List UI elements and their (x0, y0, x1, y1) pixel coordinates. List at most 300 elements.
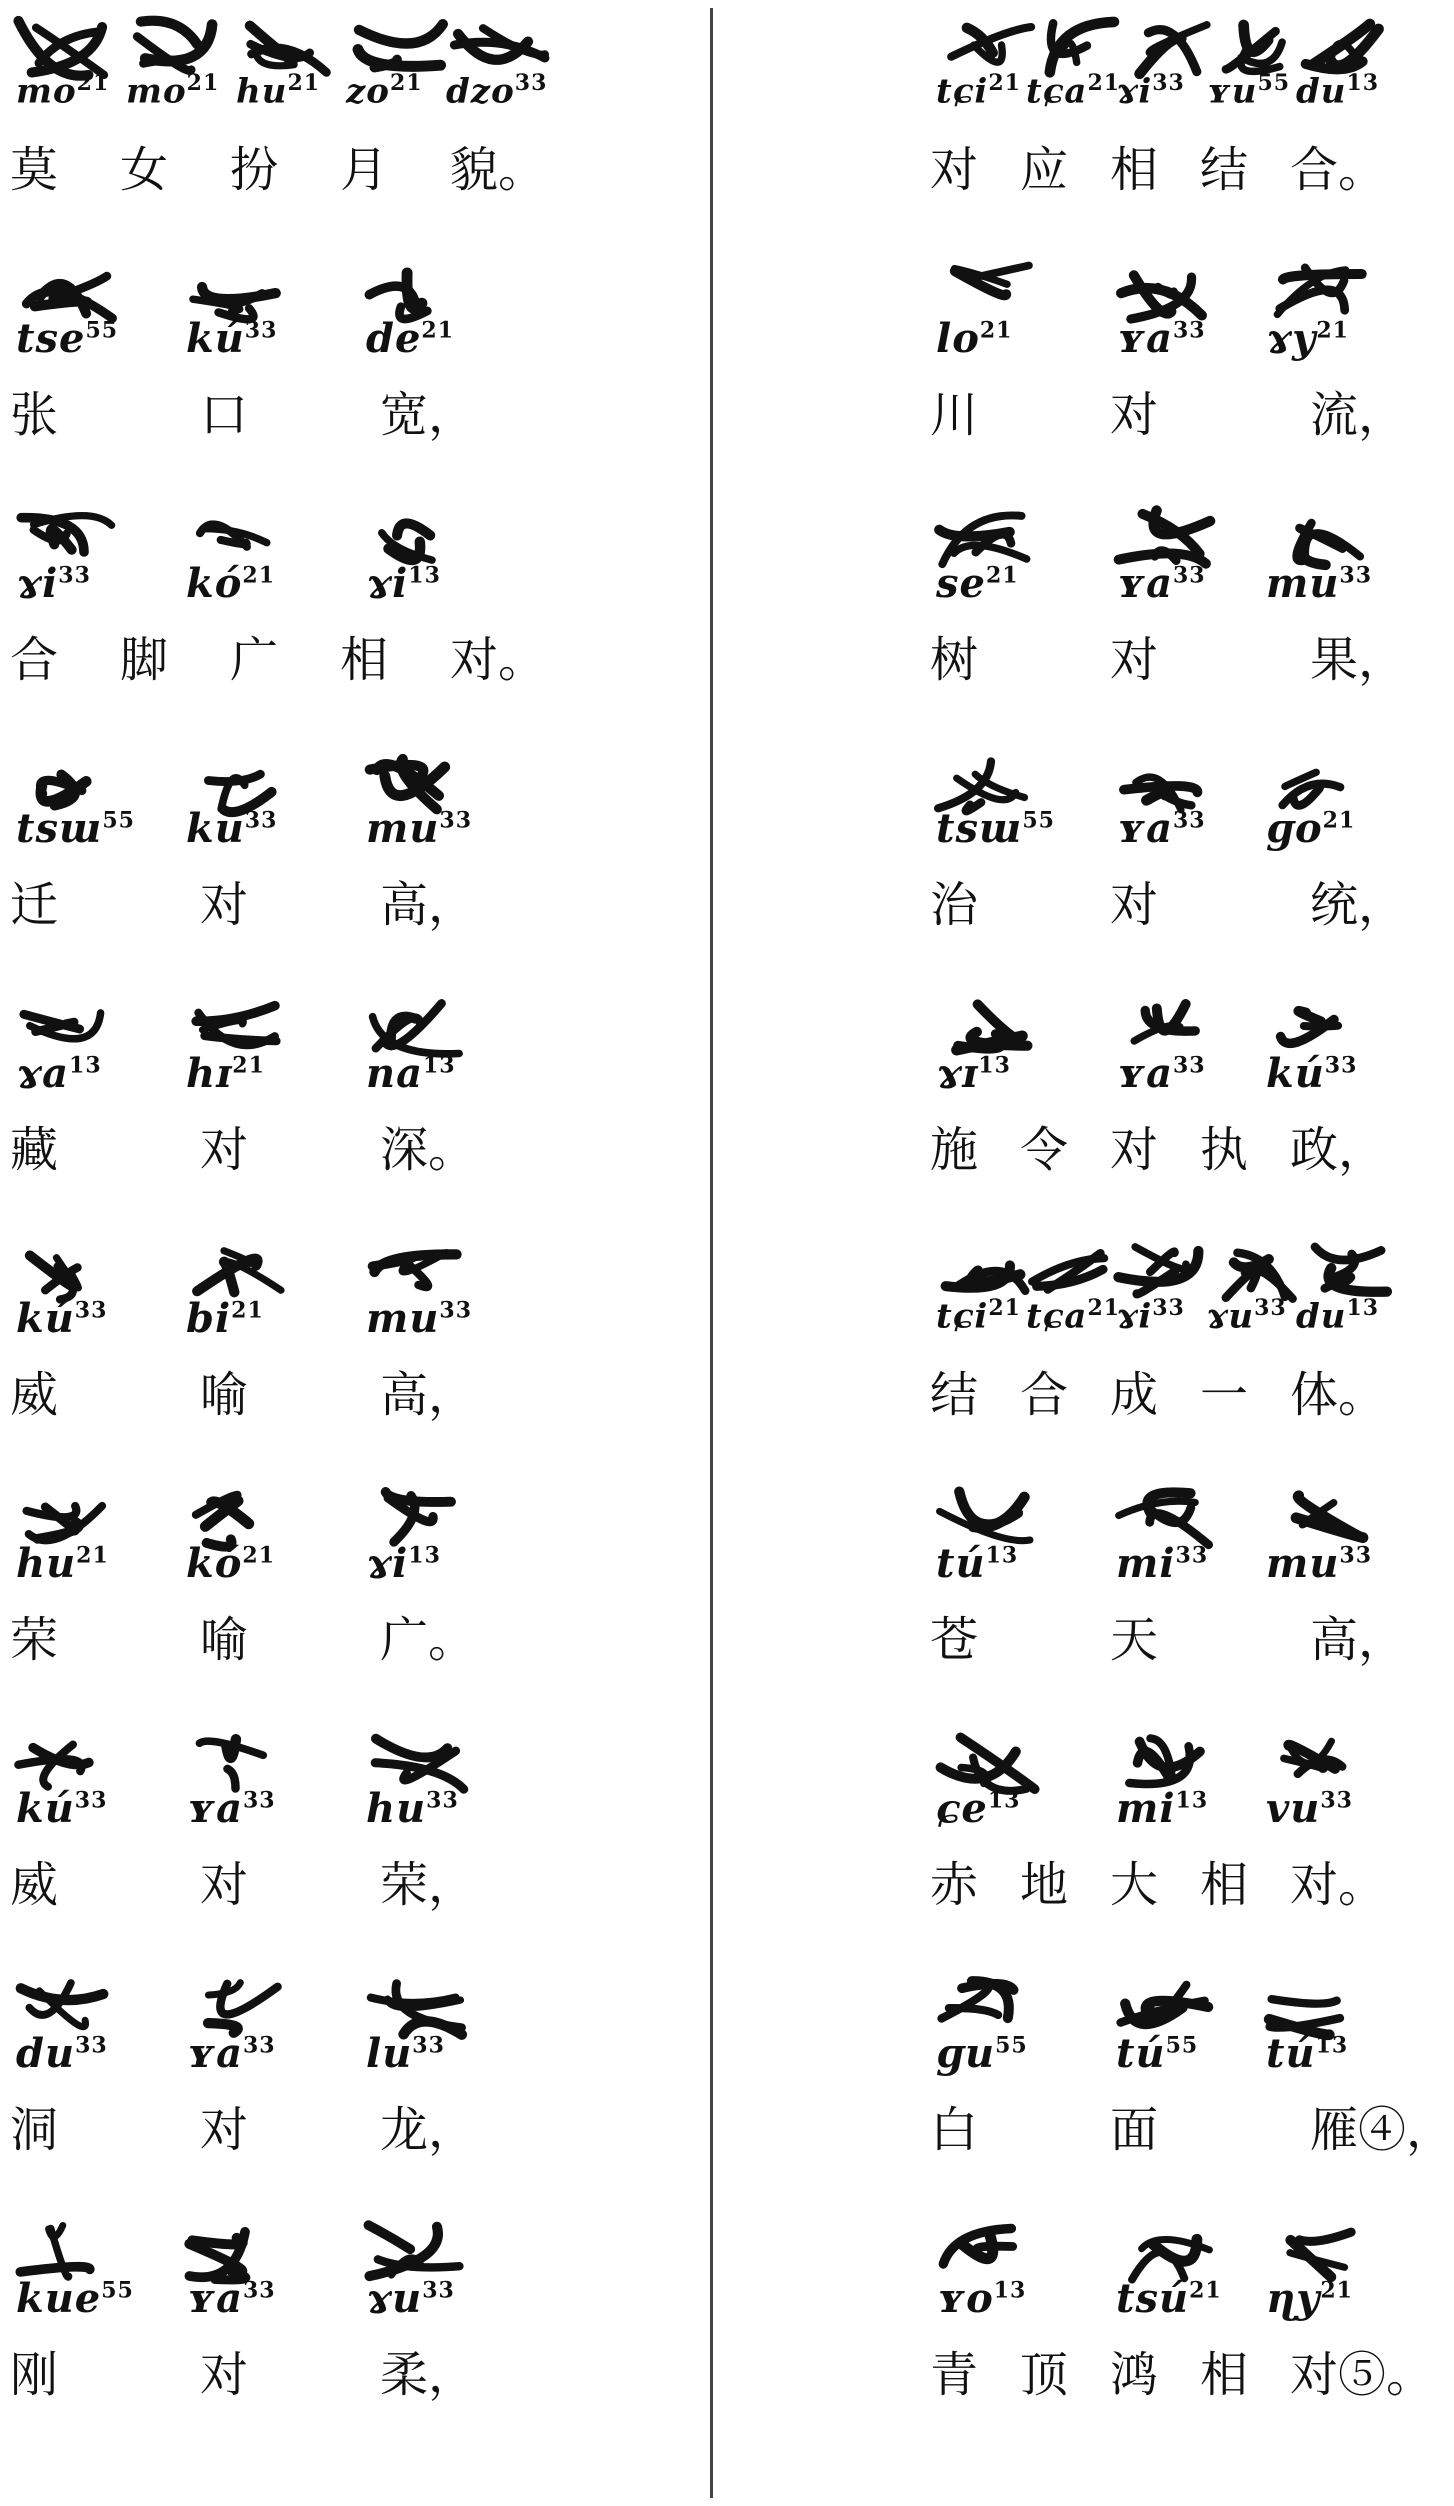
romanization (366, 315, 454, 362)
verse-line (930, 1235, 1387, 1475)
tone-number: 13 (978, 1052, 1011, 1079)
yi-word-group (0, 745, 700, 905)
tone-number: 33 (439, 1297, 473, 1324)
romanization (936, 1295, 1021, 1336)
romanization (16, 1785, 107, 1832)
gloss-character: 治 (930, 877, 979, 933)
romanized-syllable: zo (346, 71, 390, 112)
romanized-syllable: ɤi (1116, 1296, 1153, 1337)
romanization (1116, 1050, 1206, 1097)
gloss-character: 统， (1310, 877, 1407, 933)
gloss-character: 对 (200, 2102, 249, 2158)
romanized-syllable: tú (1266, 2030, 1316, 2077)
tone-number: 13 (1175, 1787, 1209, 1814)
romanization (936, 315, 1013, 362)
gloss-character: 大 (1110, 1857, 1159, 1913)
romanized-syllable: lo (936, 315, 980, 362)
gloss-character: 荣 (10, 1612, 59, 1668)
verse-line (0, 990, 700, 1230)
romanization (1266, 2275, 1353, 2322)
gloss-character: 脚 (120, 632, 169, 688)
tone-number: 33 (1172, 807, 1206, 834)
gloss-character: 体。 (1290, 1367, 1387, 1423)
gloss-character: 相 (340, 632, 389, 688)
romanization (186, 1540, 275, 1587)
romanization (366, 1540, 441, 1587)
verse-line (0, 10, 700, 250)
romanization (366, 1295, 472, 1342)
verse-line (0, 1970, 700, 2210)
gloss-character: 莫 (10, 142, 59, 198)
tone-number: 13 (1346, 1295, 1380, 1321)
tone-number: 55 (101, 2277, 134, 2304)
romanization (186, 2030, 276, 2077)
tone-number: 13 (408, 562, 441, 589)
romanization (1296, 70, 1379, 111)
gloss-character: 白 (930, 2102, 979, 2158)
tone-number: 33 (242, 2277, 276, 2304)
tone-number: 55 (85, 317, 119, 344)
tone-number: 21 (979, 317, 1013, 344)
romanized-syllable: du (1296, 71, 1347, 112)
romanization (936, 70, 1021, 111)
verse-line (0, 1235, 700, 1475)
tone-number: 33 (244, 807, 278, 834)
romanized-syllable: vu (1266, 1785, 1321, 1832)
gloss-character: 地 (1020, 1857, 1069, 1913)
gloss-character: 对 (200, 1857, 249, 1913)
romanization (1266, 805, 1355, 852)
romanization (16, 560, 91, 607)
tone-number: 21 (1316, 317, 1349, 344)
tone-number: 33 (1320, 1787, 1353, 1814)
romanized-syllable: na (366, 1050, 423, 1097)
romanized-syllable: kue (16, 2275, 102, 2322)
romanization (186, 2275, 276, 2322)
verse-line (930, 2215, 1435, 2455)
gloss-character: 高， (1310, 1612, 1407, 1668)
tone-number: 21 (1087, 70, 1121, 96)
gloss-character: 政， (1290, 1122, 1387, 1178)
romanized-syllable: ɤɪ (936, 1050, 979, 1097)
tone-number: 21 (231, 1297, 264, 1324)
romanized-syllable: ɤu (1206, 1296, 1255, 1337)
romanized-syllable: tsɯ (16, 805, 103, 852)
yi-word-group (0, 1725, 700, 1885)
romanized-syllable: ʏa (1116, 1050, 1173, 1097)
romanized-syllable: kú (1266, 1050, 1325, 1097)
romanization (936, 2030, 1028, 2077)
gloss-character: 对 (1110, 877, 1159, 933)
romanization (1206, 70, 1290, 111)
romanization (236, 70, 320, 111)
tone-number: 21 (232, 1052, 265, 1079)
tone-number: 13 (1346, 70, 1380, 96)
romanized-syllable: tú (936, 1540, 986, 1587)
yi-word-group (0, 1970, 700, 2130)
gloss-character: 施 (930, 1122, 979, 1178)
romanization (1296, 1295, 1379, 1336)
romanized-syllable: hu (236, 71, 288, 112)
romanized-syllable: ɤy (1266, 315, 1317, 362)
tone-number: 33 (1172, 562, 1206, 589)
verse-line (930, 745, 1407, 985)
gloss-character: 结 (1200, 142, 1249, 198)
gloss-character: 一 (1200, 1367, 1249, 1423)
romanized-syllable: tɕi (936, 71, 989, 112)
tone-number: 33 (74, 1297, 108, 1324)
romanized-syllable: mi (1116, 1540, 1176, 1587)
gloss-character: 合 (10, 632, 59, 688)
romanized-syllable: ʏa (1116, 560, 1173, 607)
tone-number: 21 (242, 1542, 276, 1569)
romanization (1116, 560, 1206, 607)
romanization (1266, 560, 1372, 607)
romanization (1026, 70, 1120, 111)
verse-line (930, 1480, 1407, 1720)
romanized-syllable: ʏa (1116, 315, 1173, 362)
romanized-syllable: tɕi (936, 1296, 989, 1337)
romanization (1116, 315, 1206, 362)
tone-number: 21 (1320, 2277, 1353, 2304)
gloss-character: 广 (230, 632, 279, 688)
romanization (1266, 1785, 1353, 1832)
romanization (936, 2275, 1026, 2322)
tone-number: 33 (58, 562, 91, 589)
tone-number: 33 (1152, 70, 1185, 96)
tone-number: 21 (242, 562, 276, 589)
gloss-character: 面 (1110, 2102, 1159, 2158)
romanized-syllable: ɳy (1266, 2275, 1321, 2322)
tone-number: 33 (1324, 1052, 1358, 1079)
gloss-character: 高， (380, 1367, 477, 1423)
verse-line (930, 1970, 1454, 2210)
tone-number: 33 (74, 1787, 108, 1814)
verse-line (930, 10, 1387, 250)
gloss-character: 顶 (1020, 2347, 1069, 2403)
romanization (1026, 1295, 1120, 1336)
romanized-syllable: ɤi (366, 1540, 409, 1587)
gloss-character: 天 (1110, 1612, 1159, 1668)
romanized-syllable: mo (126, 71, 187, 112)
gloss-character: 川 (930, 387, 979, 443)
romanized-syllable: du (16, 2030, 76, 2077)
romanization (16, 70, 109, 111)
romanized-syllable: bi (186, 1295, 232, 1342)
romanized-syllable: ʏa (1116, 805, 1173, 852)
romanization (1266, 1540, 1372, 1587)
tone-number: 13 (987, 1787, 1021, 1814)
tone-number: 33 (1339, 562, 1373, 589)
romanization (936, 1050, 1011, 1097)
gloss-character: 藏 (10, 1122, 59, 1178)
gloss-character: 月 (340, 142, 389, 198)
gloss-character: 刚 (10, 2347, 59, 2403)
tone-number: 33 (242, 1787, 276, 1814)
gloss-character: 相 (1200, 1857, 1249, 1913)
tone-number: 21 (186, 70, 220, 96)
romanization (16, 805, 135, 852)
romanized-syllable: kú (186, 805, 245, 852)
romanization (186, 560, 275, 607)
tone-number: 33 (412, 2032, 445, 2059)
romanized-syllable: ɤi (16, 560, 59, 607)
verse-line (930, 500, 1407, 740)
gloss-character: 相 (1200, 2347, 1249, 2403)
tone-number: 33 (75, 2032, 108, 2059)
romanization (1266, 2030, 1348, 2077)
gloss-character: 雁④， (1310, 2102, 1454, 2158)
tone-number: 21 (76, 1542, 109, 1569)
romanized-syllable: hu (16, 1540, 77, 1587)
romanization (1266, 315, 1349, 362)
tone-number: 33 (242, 2032, 276, 2059)
romanized-syllable: ɤi (1116, 71, 1153, 112)
romanization (16, 2030, 108, 2077)
romanization (16, 315, 118, 362)
romanization (186, 1785, 276, 1832)
gloss-character: 广。 (380, 1612, 477, 1668)
romanized-syllable: se (936, 560, 986, 607)
gloss-character: 相 (1110, 142, 1159, 198)
tone-number: 55 (995, 2032, 1028, 2059)
romanized-syllable: ɤu (366, 2275, 423, 2322)
gloss-character: 青 (930, 2347, 979, 2403)
romanized-syllable: kú (16, 1295, 75, 1342)
tone-number: 13 (993, 2277, 1027, 2304)
tone-number: 55 (1165, 2032, 1199, 2059)
gloss-character: 喻 (200, 1612, 249, 1668)
romanized-syllable: de (366, 315, 422, 362)
romanization (1206, 1295, 1287, 1336)
romanization (366, 805, 472, 852)
romanized-syllable: tse (16, 315, 86, 362)
romanization (16, 1540, 109, 1587)
tone-number: 21 (988, 1295, 1021, 1321)
gloss-character: 女 (120, 142, 169, 198)
romanization (936, 1785, 1020, 1832)
tone-number: 13 (69, 1052, 102, 1079)
romanized-syllable: ɕe (936, 1785, 988, 1832)
yi-word-group (0, 990, 700, 1150)
tone-number: 21 (988, 70, 1021, 96)
verse-line (0, 1480, 700, 1720)
tone-number: 33 (244, 317, 278, 344)
gloss-character: 结 (930, 1367, 979, 1423)
romanization (1116, 1785, 1208, 1832)
column-divider (710, 8, 713, 2498)
tone-number: 21 (390, 70, 423, 96)
romanization (936, 805, 1055, 852)
gloss-character: 口 (200, 387, 249, 443)
romanized-syllable: ʏo (936, 2275, 994, 2322)
verse-line (930, 1725, 1387, 1965)
tone-number: 55 (1022, 807, 1055, 834)
gloss-character: 对 (1110, 387, 1159, 443)
romanized-syllable: ɡu (936, 2030, 996, 2077)
gloss-character: 貌。 (450, 142, 547, 198)
gloss-character: 迁 (10, 877, 59, 933)
romanized-syllable: hu (366, 1785, 427, 1832)
tone-number: 21 (287, 70, 321, 96)
romanized-syllable: ʏa (186, 2030, 243, 2077)
romanization (1116, 2030, 1198, 2077)
gloss-character: 赤 (930, 1857, 979, 1913)
gloss-character: 宽， (380, 387, 477, 443)
romanization (1116, 1540, 1208, 1587)
yi-word-group (0, 255, 700, 415)
romanized-syllable: mi (1116, 1785, 1176, 1832)
gloss-character: 对 (200, 1122, 249, 1178)
gloss-character: 对 (930, 142, 979, 198)
gloss-character: 对 (200, 877, 249, 933)
romanized-syllable: mu (366, 805, 440, 852)
gloss-character: 树 (930, 632, 979, 688)
tone-number: 33 (1152, 1295, 1185, 1321)
gloss-character: 张 (10, 387, 59, 443)
right-column (930, 0, 1454, 2506)
romanization (366, 1785, 459, 1832)
romanized-syllable: hɪ (186, 1050, 233, 1097)
romanized-syllable: mu (1266, 560, 1340, 607)
tone-number: 33 (1172, 1052, 1206, 1079)
gloss-character: 果， (1310, 632, 1407, 688)
romanization (366, 2275, 455, 2322)
tone-number: 33 (514, 70, 548, 96)
romanized-syllable: tsú (1116, 2275, 1190, 2322)
gloss-character: 执 (1200, 1122, 1249, 1178)
verse-line (0, 2215, 700, 2455)
romanized-syllable: mu (366, 1295, 440, 1342)
gloss-character: 对。 (1290, 1857, 1387, 1913)
romanized-syllable: tú (1116, 2030, 1166, 2077)
tone-number: 21 (985, 562, 1019, 589)
romanization (16, 2275, 134, 2322)
gloss-character: 苍 (930, 1612, 979, 1668)
romanization (1266, 1050, 1357, 1097)
romanization (1116, 2275, 1222, 2322)
romanized-syllable: ɤa (16, 1050, 70, 1097)
romanized-syllable: mu (1266, 1540, 1340, 1587)
tone-number: 13 (1315, 2032, 1349, 2059)
tone-number: 33 (1339, 1542, 1373, 1569)
verse-line (0, 255, 700, 495)
gloss-character: 流， (1310, 387, 1407, 443)
gloss-character: 合。 (1290, 142, 1387, 198)
romanization (1116, 1295, 1185, 1336)
tone-number: 33 (1254, 1295, 1287, 1321)
tone-number: 33 (422, 2277, 455, 2304)
yi-word-group (0, 1480, 700, 1640)
tone-number: 13 (408, 1542, 441, 1569)
romanization (1116, 70, 1185, 111)
romanized-syllable: ʏa (186, 2275, 243, 2322)
gloss-character: 深。 (380, 1122, 477, 1178)
verse-line (0, 1725, 700, 1965)
romanization (16, 1295, 107, 1342)
tone-number: 33 (1172, 317, 1206, 344)
tone-number: 21 (1322, 807, 1356, 834)
yi-word-group (0, 1235, 700, 1395)
romanized-syllable: tsɯ (936, 805, 1023, 852)
romanized-syllable: kó (186, 560, 243, 607)
romanization (16, 1050, 102, 1097)
gloss-character: 对 (1110, 632, 1159, 688)
romanization (1116, 805, 1206, 852)
gloss-character: 扮 (230, 142, 279, 198)
romanization (346, 70, 423, 111)
romanized-syllable: kó (186, 1540, 243, 1587)
romanization (936, 1540, 1018, 1587)
verse-line (0, 745, 700, 985)
romanized-syllable: ɡo (1266, 805, 1323, 852)
gloss-character: 对。 (450, 632, 547, 688)
gloss-character: 鸿 (1110, 2347, 1159, 2403)
tone-number: 21 (421, 317, 455, 344)
romanization (366, 560, 441, 607)
tone-number: 33 (1175, 1542, 1209, 1569)
gloss-character: 对 (200, 2347, 249, 2403)
tone-number: 13 (985, 1542, 1019, 1569)
tone-number: 55 (1257, 70, 1291, 96)
romanized-syllable: ʏu (1206, 71, 1258, 112)
romanized-syllable: lu (366, 2030, 413, 2077)
romanization (126, 70, 219, 111)
tone-number: 55 (102, 807, 135, 834)
romanization (366, 1050, 456, 1097)
yi-word-group (0, 2215, 700, 2375)
romanized-syllable: kú (16, 1785, 75, 1832)
gloss-character: 合 (1020, 1367, 1069, 1423)
romanized-syllable: kú (186, 315, 245, 362)
gloss-character: 成 (1110, 1367, 1159, 1423)
gloss-character: 威 (10, 1857, 59, 1913)
romanization (936, 560, 1019, 607)
romanization (186, 315, 277, 362)
romanized-syllable: ɤi (366, 560, 409, 607)
gloss-character: 洞 (10, 2102, 59, 2158)
tone-number: 21 (76, 70, 110, 96)
romanized-syllable: tɕa (1026, 1296, 1088, 1337)
gloss-character: 令 (1020, 1122, 1069, 1178)
gloss-character: 威 (10, 1367, 59, 1423)
verse-line (0, 500, 700, 740)
romanized-syllable: du (1296, 1296, 1347, 1337)
gloss-character: 柔， (380, 2347, 477, 2403)
romanized-syllable: tɕa (1026, 71, 1088, 112)
gloss-character: 对 (1110, 1122, 1159, 1178)
gloss-character: 喻 (200, 1367, 249, 1423)
romanized-syllable: ʏa (186, 1785, 243, 1832)
romanized-syllable: dzo (446, 71, 515, 112)
verse-line (930, 990, 1387, 1230)
romanization (446, 70, 547, 111)
romanization (186, 805, 277, 852)
tone-number: 33 (426, 1787, 459, 1814)
tone-number: 21 (1189, 2277, 1222, 2304)
gloss-character: 高， (380, 877, 477, 933)
left-column (0, 0, 700, 2506)
gloss-character: 荣， (380, 1857, 477, 1913)
tone-number: 13 (423, 1052, 456, 1079)
romanization (366, 2030, 445, 2077)
gloss-character: 应 (1020, 142, 1069, 198)
romanization (186, 1295, 264, 1342)
tone-number: 33 (439, 807, 473, 834)
gloss-character: 对⑤。 (1290, 2347, 1435, 2403)
romanized-syllable: mo (16, 71, 77, 112)
gloss-character: 龙， (380, 2102, 477, 2158)
